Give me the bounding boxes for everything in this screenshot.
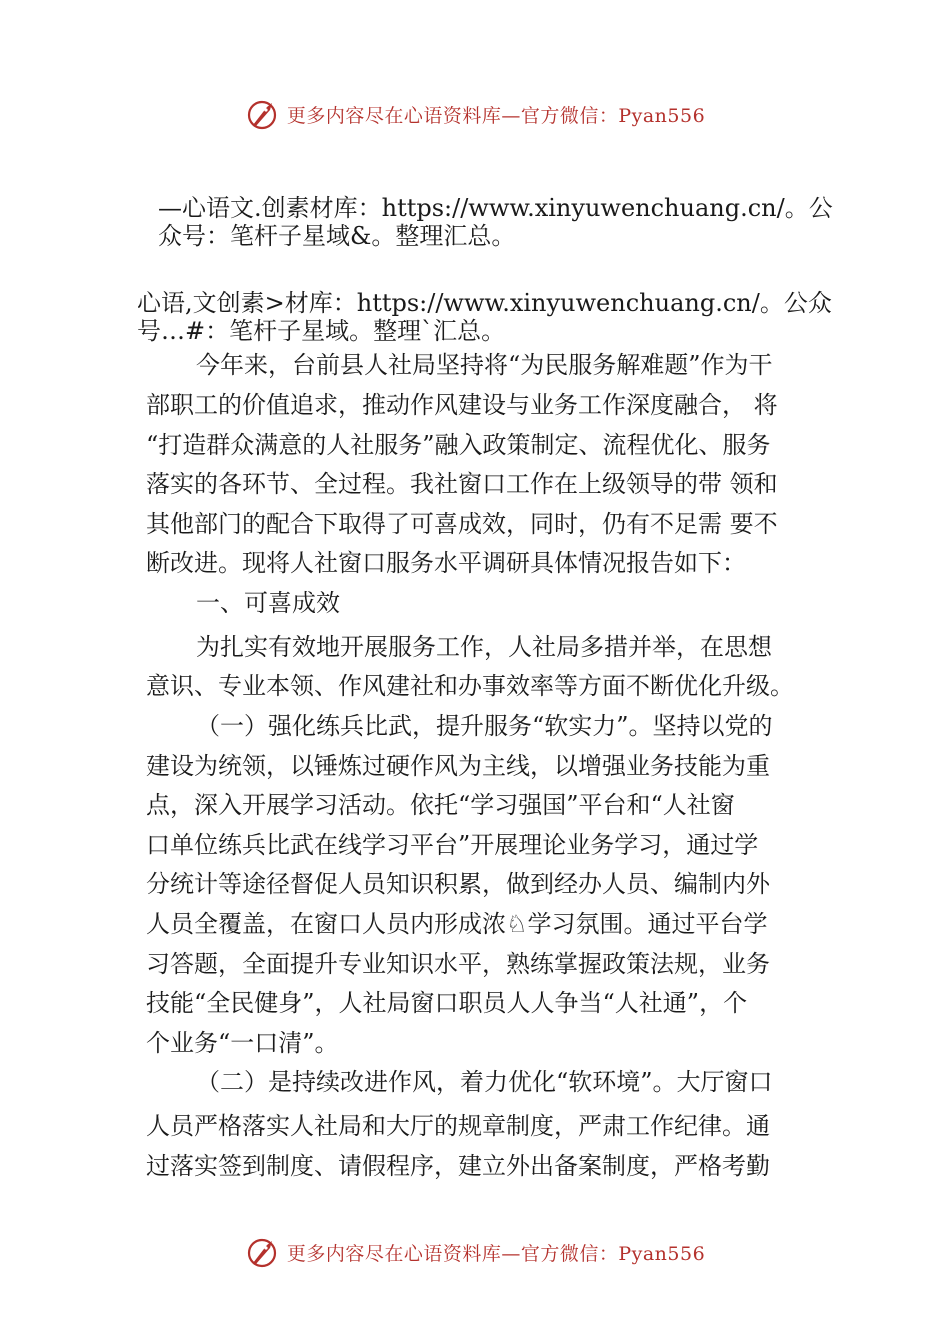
- body-line-16: 点，深入开展学习活动。依托“学习强国”平台和“人社窗: [146, 791, 735, 819]
- body-line-18: 分统计等途径督促人员知识积累，做到经办人员、编制内外: [146, 870, 770, 898]
- banner-main-text: 更多内容尽在心语资料库: [286, 1242, 502, 1265]
- body-line-2: 众号：笔杆子星域&。整理汇总。: [158, 222, 516, 250]
- body-line-22: 个业务“一口清”。: [146, 1029, 339, 1057]
- header-banner: [0, 92, 950, 136]
- body-line-25: 过落实签到制度、请假程序，建立外出备案制度，严格考勤: [146, 1152, 770, 1180]
- body-line-12: 为扎实有效地开展服务工作，人社局多措并举，在思想: [196, 633, 772, 661]
- section-heading-1: 一、可喜成效: [196, 589, 340, 617]
- body-line-7: “打造群众满意的人社服务”融入政策制定、流程优化、服务: [146, 431, 771, 459]
- body-line-10: 断改进。现将人社窗口服务水平调研具体情况报告如下：: [146, 549, 746, 577]
- subsection-heading-2: （二）是持续改进作风，着力优化“软环境”。大厅窗口: [196, 1068, 773, 1096]
- banner-wechat-text: 官方微信：Pyan556: [520, 104, 706, 127]
- pen-nib-seal-icon: [245, 97, 279, 131]
- body-line-15: 建设为统领，以锤炼过硬作风为主线，以增强业务技能为重: [146, 752, 770, 780]
- body-line-8: 落实的各环节、全过程。我社窗口工作在上级领导的带 领和: [146, 470, 778, 498]
- body-line-4: 号…#：笔杆子星域。整理`汇总。: [137, 317, 506, 345]
- subsection-heading-1: （一）强化练兵比武，提升服务“软实力”。坚持以党的: [196, 712, 773, 740]
- banner-main-text: 更多内容尽在心语资料库: [286, 104, 502, 127]
- body-line-21: 技能“全民健身”，人社局窗口职员人人争当“人社通”，个: [146, 989, 748, 1017]
- header-banner-text: [287, 101, 705, 128]
- body-line-19: 人员全覆盖，在窗口人员内形成浓♘学习氛围。通过平台学: [146, 910, 768, 938]
- footer-banner-text: [287, 1239, 705, 1266]
- banner-wechat-text: 官方微信：Pyan556: [520, 1242, 706, 1265]
- pen-nib-seal-icon: [245, 1235, 279, 1269]
- banner-separator: —: [501, 1242, 521, 1265]
- body-line-20: 习答题，全面提升专业知识水平，熟练掌握政策法规，业务: [146, 950, 770, 978]
- body-line-9: 其他部门的配合下取得了可喜成效，同时，仍有不足需 要不: [146, 510, 778, 538]
- body-line-5: 今年来，台前县人社局坚持将“为民服务解难题”作为干: [196, 351, 773, 379]
- body-line-3: 心语,文创素>材库：https://www.xinyuwenchuang.cn/。公众: [137, 289, 832, 317]
- footer-banner: [0, 1230, 950, 1274]
- body-line-6: 部职工的价值追求，推动作风建设与业务工作深度融合， 将: [146, 391, 778, 419]
- body-line-24: 人员严格落实人社局和大厅的规章制度，严肃工作纪律。通: [146, 1112, 770, 1140]
- body-line-1: —心语文.创素材库：https://www.xinyuwenchuang.cn/。公: [158, 194, 833, 222]
- body-line-13: 意识、专业本领、作风建社和办事效率等方面不断优化升级。: [146, 672, 794, 700]
- body-line-17: 口单位练兵比武在线学习平台”开展理论业务学习，通过学: [146, 831, 759, 859]
- banner-separator: —: [501, 104, 521, 127]
